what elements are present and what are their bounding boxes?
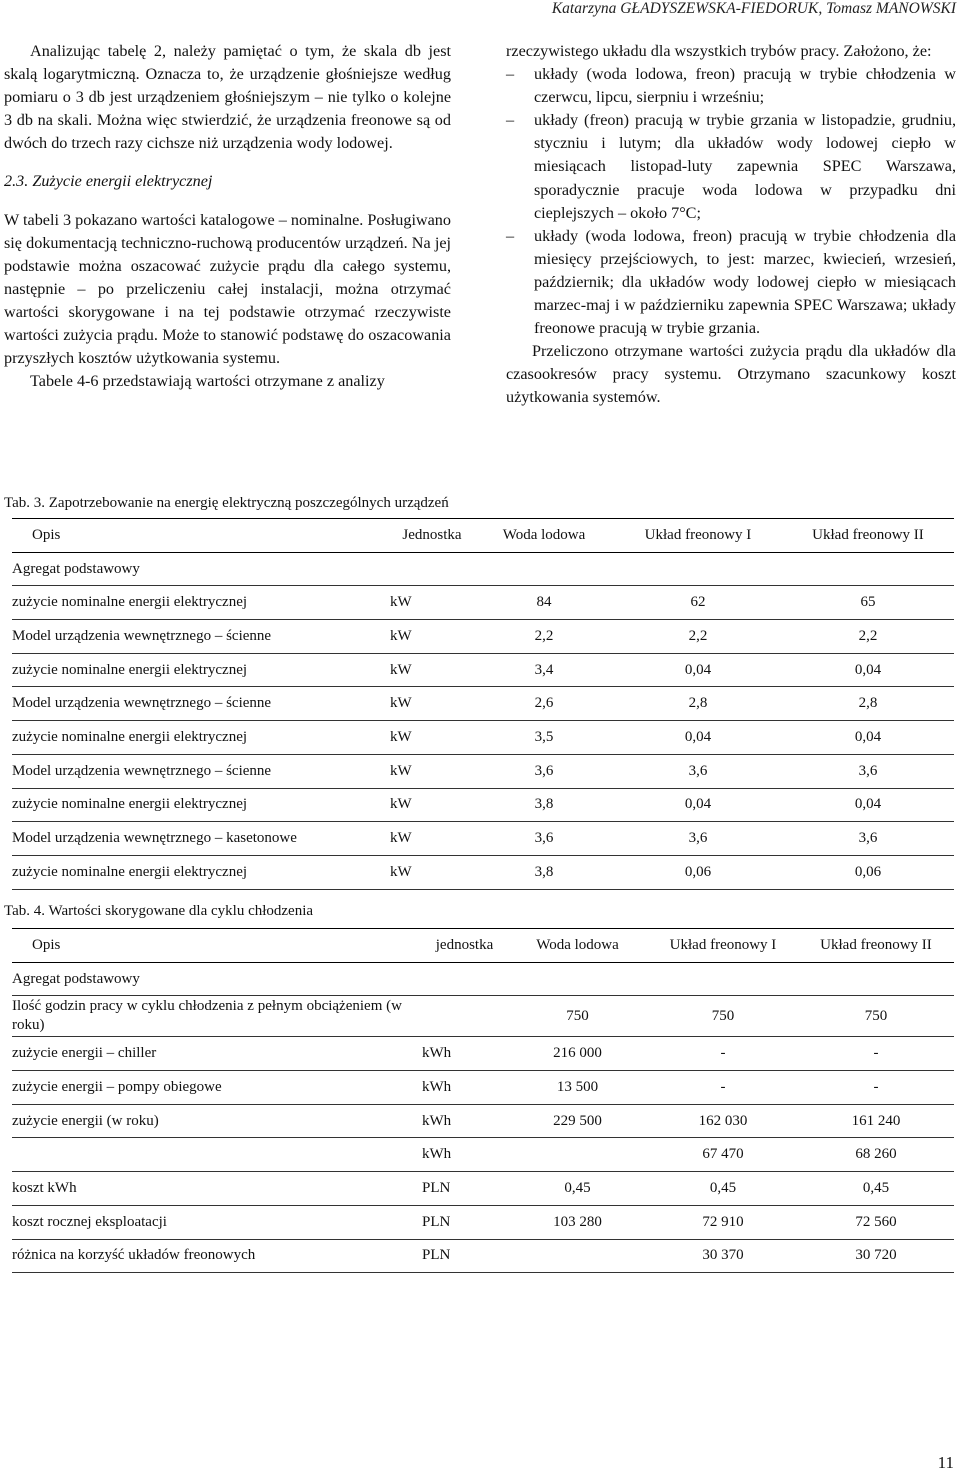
header-cell: jednostka (422, 929, 507, 963)
table-row: różnica na korzyść układów freonowych PLN 30 370 30 720 (12, 1239, 954, 1273)
table-row: Model urządzenia wewnętrznego – ścienne kW 2,2 2,2 2,2 (12, 620, 954, 654)
assumption-list (506, 63, 956, 340)
left-paragraph-3: Tabele 4-6 przedstawiają wartości otrzymane z analizy (30, 372, 385, 391)
table-row: zużycie nominalne energii elektrycznej kW 3,8 0,04 0,04 (12, 788, 954, 822)
header-cell: Układ freonowy I (648, 929, 798, 963)
table-row: zużycie nominalne energii elektrycznej kW 84 62 65 (12, 586, 954, 620)
header-cell: Opis (12, 929, 422, 963)
table-row: Model urządzenia wewnętrznego – kasetonowe kW 3,6 3,6 3,6 (12, 822, 954, 856)
table-row: Model urządzenia wewnętrznego – ścienne kW 3,6 3,6 3,6 (12, 754, 954, 788)
header-cell: Woda lodowa (474, 519, 614, 553)
header-cell: Jednostka (390, 519, 474, 553)
dash-marker: – (506, 226, 515, 245)
section-title: 2.3. Zużycie energii elektrycznej (4, 172, 213, 191)
list-item: – układy (freon) pracują w trybie grzania w listopadzie, grudniu, styczniu i lutym; dla układów wody lodowej ciepło w miesiącach listopad-luty zapewnia SPEC Warszawa, sporadycznie pracuje woda lodowa w przypadku dni cieplejszych – około 7°C; (506, 111, 956, 222)
table-row: zużycie nominalne energii elektrycznej kW 3,5 0,04 0,04 (12, 721, 954, 755)
header-cell: Woda lodowa (507, 929, 648, 963)
right-paragraph-2: Przeliczono otrzymane wartości zużycia prądu dla układów dla czasookresów pracy systemu. Otrzymano szacunkowy koszt użytkowania systemów. (506, 342, 956, 407)
table-row: koszt rocznej eksploatacji PLN 103 280 72 910 72 560 (12, 1205, 954, 1239)
table-header-row (12, 929, 954, 963)
table-row: Model urządzenia wewnętrznego – ścienne kW 2,6 2,8 2,8 (12, 687, 954, 721)
table-row: kWh 67 470 68 260 (12, 1138, 954, 1172)
right-column (506, 40, 956, 410)
table-row: zużycie energii – pompy obiegowe kWh 13 500 - - (12, 1071, 954, 1105)
left-paragraph-1: Analizując tabelę 2, należy pamiętać o tym, że skala db jest skalą logarytmiczną. Oznacza to, że urządzenie głośniejsze według pomiaru o 3 db jest urządzeniem głośniejszym – nie tylko o kolejne 3 db na skali. Można więc stwierdzić, że urządzenia freonowe są od dwóch do trzech razy cichsze niż urządzenia wody lodowej. (4, 42, 451, 153)
dash-marker: – (506, 111, 515, 130)
table-header-row (12, 519, 954, 553)
table-row: Agregat podstawowy (12, 552, 954, 586)
header-cell: Układ freonowy II (798, 929, 954, 963)
table4 (12, 928, 954, 1273)
left-column (4, 40, 451, 393)
header-cell: Opis (12, 519, 390, 553)
table-row: zużycie energii – chiller kWh 216 000 - - (12, 1037, 954, 1071)
table-row: zużycie nominalne energii elektrycznej kW 3,8 0,06 0,06 (12, 855, 954, 889)
left-paragraph-2: W tabeli 3 pokazano wartości katalogowe – nominalne. Posługiwano się dokumentacją techniczno-ruchową producentów urządzeń. Na jej podstawie można oszacować zużycie prądu dla całego systemu, następnie – po przeliczeniu całej instalacji, można otrzymać wartości skorygowane i na tej podstawie otrzymać rzeczywiste wartości zużycia prądu. Może to stanowić podstawę do oszacowania przyszłych kosztów użytkowania systemu. (4, 210, 451, 368)
table-row: Ilość godzin pracy w cyklu chłodzenia z pełnym obciążeniem (w roku) 750 750 750 (12, 996, 954, 1037)
dash-marker: – (506, 65, 515, 84)
table-row: koszt kWh PLN 0,45 0,45 0,45 (12, 1172, 954, 1206)
table3 (12, 518, 954, 890)
list-item: – układy (woda lodowa, freon) pracują w trybie chłodzenia dla miesięcy przejściowych, to jest: marzec, kwiecień, wrzesień, październik; dla układów wody lodowej ciepło w miesiącach marzec-maj i w październiku zapewnia SPEC Warszawa; układy freonowe pracują w trybie grzania. (506, 226, 956, 338)
table4-caption: Tab. 4. Wartości skorygowane dla cyklu chłodzenia (4, 903, 314, 919)
header-cell: Układ freonowy I (614, 519, 782, 553)
right-paragraph-1: rzeczywistego układu dla wszystkich trybów pracy. Założono, że: (506, 42, 932, 60)
header-cell: Układ freonowy II (782, 519, 954, 553)
table-row: zużycie energii (w roku) kWh 229 500 162 030 161 240 (12, 1104, 954, 1138)
table-row: zużycie nominalne energii elektrycznej kW 3,4 0,04 0,04 (12, 653, 954, 687)
table-row: Agregat podstawowy (12, 962, 954, 996)
running-head: Katarzyna GŁADYSZEWSKA-FIEDORUK, Tomasz MANOWSKI (551, 0, 956, 17)
page-number: 11 (937, 1453, 954, 1472)
table3-caption: Tab. 3. Zapotrzebowanie na energię elektryczną poszczególnych urządzeń (4, 495, 449, 511)
list-item: – układy (woda lodowa, freon) pracują w trybie chłodzenia w czerwcu, lipcu, sierpniu i wrześniu; (506, 65, 956, 107)
